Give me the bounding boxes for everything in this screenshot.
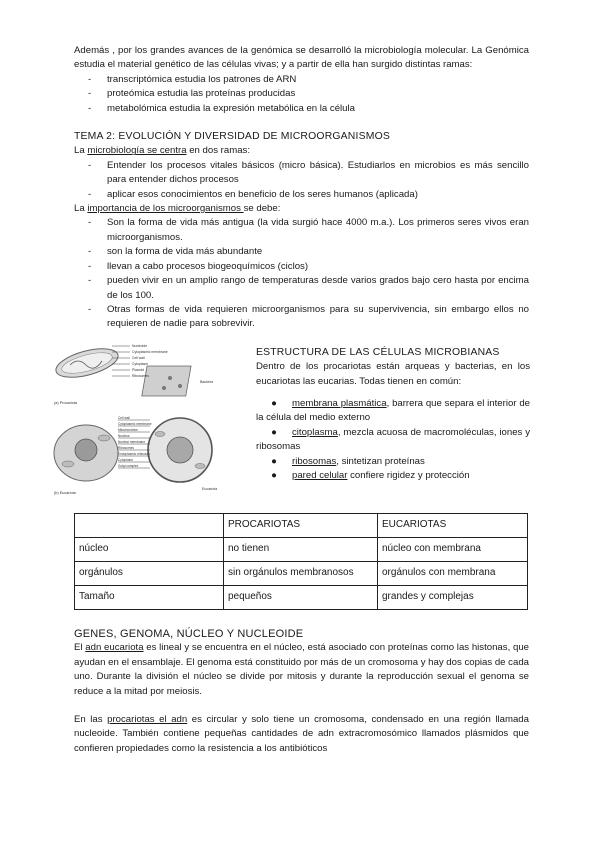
p2-underline: procariotas el adn bbox=[107, 714, 188, 726]
importance-line bbox=[74, 202, 529, 216]
list-item: - Entender los procesos vitales básicos (micro básica). Estudiarlos en microbios es más sencillo para entender dichos procesos bbox=[74, 159, 529, 188]
fig-label: Cytoplasmic membrane bbox=[118, 421, 152, 426]
table-cell: no tienen bbox=[224, 538, 378, 562]
table-cell: grandes y complejas bbox=[378, 586, 528, 610]
focus-line bbox=[74, 144, 529, 158]
fig-label: Ribosomes bbox=[132, 373, 149, 378]
document-page bbox=[54, 44, 530, 754]
genes-paragraph-2 bbox=[74, 713, 529, 756]
list-item: ● membrana plasmática, barrera que separa el interior de la célula del medio externo bbox=[256, 397, 530, 424]
table-cell: núcleo con membrana bbox=[378, 538, 528, 562]
list-item: - pueden vivir en un amplio rango de temperaturas desde varios grados bajo cero hasta por encima de los 100. bbox=[74, 274, 529, 303]
table-cell: EUCARIOTAS bbox=[378, 514, 528, 538]
list-item: - metabolómica estudia la expresión metabólica en la célula bbox=[74, 102, 529, 116]
fig-label: Mitochondrion bbox=[118, 427, 139, 432]
definition: , barrera que separa el interior de la célula del medio externo bbox=[256, 397, 530, 424]
p1-underline: adn eucariota bbox=[85, 642, 144, 654]
genomics-branches-list bbox=[74, 73, 529, 116]
fig-tag: Bacteria bbox=[200, 379, 214, 384]
importance-underline: importancia de los microorganismos bbox=[87, 203, 244, 215]
importance-list bbox=[74, 216, 529, 331]
list-item: ● pared celular confiere rigidez y protección bbox=[271, 469, 470, 481]
term: membrana plasmática bbox=[292, 397, 387, 409]
focus-post: en dos ramas: bbox=[186, 145, 250, 157]
table-cell: núcleo bbox=[75, 538, 224, 562]
list-item: - son la forma de vida más abundante bbox=[74, 245, 529, 259]
fig-label: Nucleoide bbox=[132, 343, 148, 348]
genes-heading: GENES, GENOMA, NÚCLEO Y NUCLEOIDE bbox=[74, 628, 304, 640]
fig-label: Plasmid bbox=[132, 367, 145, 372]
table-cell: sin orgánulos membranosos bbox=[224, 562, 378, 586]
list-item: - aplicar esos conocimientos en beneficio de los seres humanos (aplicada) bbox=[74, 188, 529, 202]
focus-pre: La bbox=[74, 145, 88, 157]
fig-label: Cell wall bbox=[118, 415, 130, 420]
eukaryote-diagram bbox=[54, 416, 217, 495]
focus-underline: microbiología se centra bbox=[87, 145, 187, 157]
common-components-list bbox=[256, 397, 530, 483]
definition: , sintetizan proteínas bbox=[336, 455, 425, 467]
term: citoplasma bbox=[292, 426, 338, 438]
fig-tag: Eucariota bbox=[202, 486, 218, 491]
focus-list bbox=[74, 159, 529, 202]
fig-label: Endoplasmic reticulum bbox=[118, 451, 151, 456]
importance-post: se debe: bbox=[243, 203, 281, 215]
p2-post: es circular y solo tiene un cromosoma, condensado en una región llamada nucleoide. También contiene pequeñas cantidades de adn extracromosómico llamados plásmidos que confieren propiedades como la resistencia a los antibióticos bbox=[74, 714, 529, 754]
intro-paragraph: Además , por los grandes avances de la genómica se desarrolló la microbiología molecular. La Genómica estudia el material genético de las células vivas; y a partir de ella han surgido distintas ramas: bbox=[74, 45, 529, 71]
cell-structure-text bbox=[256, 346, 530, 484]
fig-label: Cell wall bbox=[132, 355, 145, 360]
table-row bbox=[75, 538, 528, 562]
importance-pre: La bbox=[74, 203, 88, 215]
cell-diagram-figure bbox=[52, 338, 232, 498]
table-row bbox=[75, 586, 528, 610]
list-item: ● ribosomas, sintetizan proteínas bbox=[271, 455, 425, 467]
table-cell: Tamaño bbox=[75, 586, 224, 610]
table-cell: PROCARIOTAS bbox=[224, 514, 378, 538]
table-cell: orgánulos bbox=[75, 562, 224, 586]
p1-post: es lineal y se encuentra en el núcleo, está asociado con proteínas como las histonas, que ayudan en el ensamblaje. El genoma está constituido por más de un cromosoma y hay dos copias de cada uno. Durante la división el núcleo se divide por mitosis y durante la reproducción sexual el genoma se reduce a la mitad por meiosis. bbox=[74, 642, 529, 697]
definition: confiere rigidez y protección bbox=[347, 469, 470, 481]
list-item: - Otras formas de vida requieren microorganismos para su supervivencia, sin embargo ellos no requieren de nadie para sobrevivir. bbox=[74, 303, 529, 332]
list-item: - proteómica estudia las proteínas producidas bbox=[74, 87, 529, 101]
comparison-table bbox=[74, 513, 528, 610]
fig-label: Nucleus bbox=[118, 433, 130, 438]
genes-paragraph-1 bbox=[74, 641, 529, 699]
fig-label: Golgi complex bbox=[118, 463, 139, 468]
fig-caption: (a) Procariota bbox=[54, 400, 78, 405]
list-item: ● citoplasma, mezcla acuosa de macromoléculas, iones y ribosomas bbox=[256, 426, 530, 453]
fig-label: Cytoplasm bbox=[132, 361, 149, 366]
genes-section bbox=[74, 627, 529, 756]
estructura-intro: Dentro de los procariotas están arqueas y bacterias, en los eucariotas las eucarias. Todas tienen en común: bbox=[256, 361, 530, 387]
table-cell bbox=[75, 514, 224, 538]
list-item: - transcriptómica estudia los patrones de ARN bbox=[74, 73, 529, 87]
term: pared celular bbox=[292, 469, 348, 481]
fig-caption: (b) Eucariota bbox=[54, 490, 76, 495]
list-item: - llevan a cabo procesos biogeoquímicos (ciclos) bbox=[74, 260, 529, 274]
fig-label: Cytoplasm bbox=[118, 457, 134, 462]
estructura-heading: ESTRUCTURA DE LAS CÉLULAS MICROBIANAS bbox=[256, 346, 500, 358]
fig-label: Cytoplasmic membrane bbox=[132, 349, 168, 354]
prokaryote-diagram bbox=[53, 343, 213, 405]
tema2-heading: TEMA 2: EVOLUCIÓN Y DIVERSIDAD DE MICROORGANISMOS bbox=[74, 131, 390, 143]
p1-pre: El bbox=[74, 642, 86, 654]
fig-label: Ribosomes bbox=[118, 445, 134, 450]
p2-pre: En las bbox=[74, 714, 108, 726]
table-row bbox=[75, 514, 528, 538]
table-row bbox=[75, 562, 528, 586]
definition: , mezcla acuosa de macromoléculas, iones y ribosomas bbox=[256, 426, 530, 453]
table-cell: orgánulos con membrana bbox=[378, 562, 528, 586]
fig-label: Nuclear membrane bbox=[118, 439, 146, 444]
list-item: - Son la forma de vida más antigua (la vida surgió hace 4000 m.a.). Los primeros seres vivos eran microorganismos. bbox=[74, 216, 529, 245]
table-cell: pequeños bbox=[224, 586, 378, 610]
term: ribosomas bbox=[292, 455, 337, 467]
cell-structure-section bbox=[54, 338, 530, 498]
